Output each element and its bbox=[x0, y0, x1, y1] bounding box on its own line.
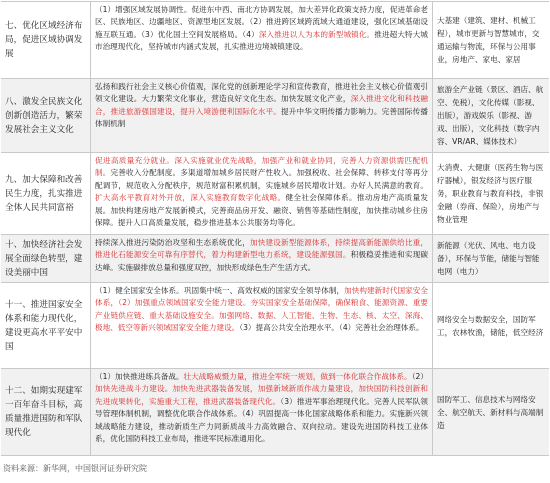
highlighted-text: 加快构建新时代国家安全体系， bbox=[95, 286, 429, 308]
row-content bbox=[95, 237, 428, 274]
table-row bbox=[1, 234, 549, 282]
body-text: （1）增强区域发展协调性。促进东中西、南北方协调发展，加大差异化政策支持力度，促进革命老区、民族地区、边疆地区、资源型地区发展。（2）推进跨区域跨流域大通道建设，强化区域基础设施互联互通。（3）优化国土空间发展格局。（4） bbox=[95, 5, 428, 39]
row-industries: 国防军工、信息技术与网络安全、航空航天、新材料与高端制造 bbox=[437, 394, 544, 430]
highlighted-text: 深入实施就业优先战略，加强产业和就业协同，完善人力资源供需匹配机制。 bbox=[95, 156, 429, 178]
row-category: 十二、如期实现建军一百年奋斗目标，高质量推进国防和军队现代化 bbox=[5, 386, 83, 438]
body-text: 完善收入分配制度。多渠道增加城乡居民财产性收入。加强税收、社会保障、转移支付等再分配调节，规范收入分配秩序，规范财富积累机制，实施城乡居民增收计划。办好人民满意的教育。 bbox=[95, 168, 428, 190]
row-industries: 新能源（光伏、风电、电力设备），环保与节能，储能与智能电网（电力） bbox=[437, 241, 540, 276]
row-industries: 网络安全与数据安全，国防军工，农林牧渔，储能，低空经济 bbox=[437, 314, 544, 337]
row-content bbox=[95, 81, 428, 131]
row-content bbox=[95, 4, 428, 54]
body-text: 提升中华文明传播力影响力。完善国际传播体制机制 bbox=[95, 106, 429, 129]
highlighted-text: 深入推进文化和科技融合，推进旅游强国建设，提升入境游便利国际化水平。 bbox=[95, 94, 429, 116]
highlighted-text: 扩大高水平教育对外开放，深入实施教育数字化战略。 bbox=[95, 193, 286, 203]
row-content bbox=[95, 371, 428, 445]
table-row bbox=[1, 368, 549, 455]
table-row bbox=[1, 282, 549, 368]
table-row bbox=[1, 78, 549, 152]
row-category: 八、激发全民族文化创新创造活力，繁荣发展社会主义文化 bbox=[5, 96, 83, 135]
body-text: （3）提高公共安全治理水平。（4）完善社会治理体系。 bbox=[239, 323, 424, 333]
highlighted-text: 加快建设新型能源体系，持续提高新能源供给比重，推进化石能源安全可靠有序替代，着力构建新型电力系统，建设能源强国。 bbox=[95, 238, 428, 260]
body-text: 健全社会保障体系。推动房地产高质量发展。加快构建房地产发展新模式，完善商品房开发、融资、销售等基础性制度，加快推动城乡住房保障。提升人口高质量发展，稳步推进基本公共服务均等化。 bbox=[95, 193, 429, 228]
row-category: 九、加大保障和改善民生力度，扎实推进全体人民共同富裕 bbox=[5, 174, 83, 213]
highlighted-text: 促进高质量充分就业。 bbox=[95, 156, 175, 165]
row-industries: 旅游全产业链（景区、酒店、航空、免税），文化传媒（影视、出版），游戏娱乐（影视、游戏、出版），文化科技（数字内容、VR/AR、媒体技术） bbox=[437, 85, 544, 146]
body-text: （3）推进军事治理现代化。完善人民军队领导管理体制机制，调整优化联合作战体系。（4）巩固提高一体化国家战略体系和能力。实施新兴领域战略能力建设，推动新质生产力同新质战斗力高效融合、双向拉动。建设先进国防科技工业体系，优化国防科技工业布局，推进军民标准通用化。 bbox=[95, 396, 429, 444]
row-content bbox=[95, 155, 428, 229]
source-note: 资料来源：新华网，中国银河证券研究院 bbox=[3, 464, 147, 473]
table-row bbox=[1, 152, 549, 234]
body-text: （1）健全国家安全体系。巩固集中统一、高效权威的国家安全领导体制， bbox=[95, 286, 345, 295]
row-category: 十、加快经济社会发展全面绿色转型，建设美丽中国 bbox=[5, 239, 83, 278]
body-text: （1）加快推进练兵备战。 bbox=[95, 372, 184, 381]
body-text: 弘扬和践行社会主义核心价值观，深化党的创新理论学习和宣传教育，推进社会主义核心价值观引领文化建设。大力繁荣文化事业，营造良好文化生态。加快发展文化产业， bbox=[95, 82, 428, 104]
row-category: 十一、推进国家安全体系和能力现代化，建设更高水平平安中国 bbox=[5, 299, 83, 352]
body-text: 积极稳妥推进和实现碳达峰。实施碳排放总量和强度双控，加快形成绿色生产生活方式。 bbox=[95, 250, 429, 272]
highlighted-text: （2）加强重点领域国家安全能力建设。夯实国家安全基础保障，确保粮食、能源资源、重要产业链供应链、重大基础设施安全。加强网络、数据、人工智能、生物、生态、核、太空、深海、极地、低空等新兴领域国家安全能力建设。 bbox=[95, 298, 429, 333]
body-text: 持续深入推进污染防治攻坚和生态系统优化， bbox=[95, 238, 250, 247]
row-category: 七、优化区域经济布局，促进区域协调发展 bbox=[5, 21, 83, 59]
highlighted-text: 壮大战略威慑力量，推进全军统一规划，做到一体化联合作战体系。 bbox=[183, 372, 412, 381]
highlighted-text: 深入推进以人为本的新型城镇化。 bbox=[258, 29, 375, 39]
row-industries: 大消费、大健康（医药生物与医疗器械），银发经济与医疗服务，职业教育与教育科技，非银金融（券商、保险），房地产与物业管理 bbox=[437, 163, 544, 224]
table-row bbox=[1, 1, 549, 78]
body-text: 推进超大特大城市治理现代化，坚持城市内涵式发展，扎实推进边境城镇建设。 bbox=[95, 29, 429, 52]
body-text: （2） bbox=[411, 372, 428, 381]
row-industries: 大基建（建筑、建材、机械工程），城市更新与智慧城市，交通运输与物流，环保与公用事业，房地产、家电、家居 bbox=[437, 16, 540, 64]
highlighted-text: 加快先进战斗力建设。加快先进武器装备发展，加强新域新质作战力量建设，加快国防科技创新和先进成果转化，实施重大工程，推进武器装备现代化。 bbox=[95, 384, 428, 406]
table-bottom-border bbox=[1, 455, 549, 456]
row-content bbox=[95, 285, 428, 335]
